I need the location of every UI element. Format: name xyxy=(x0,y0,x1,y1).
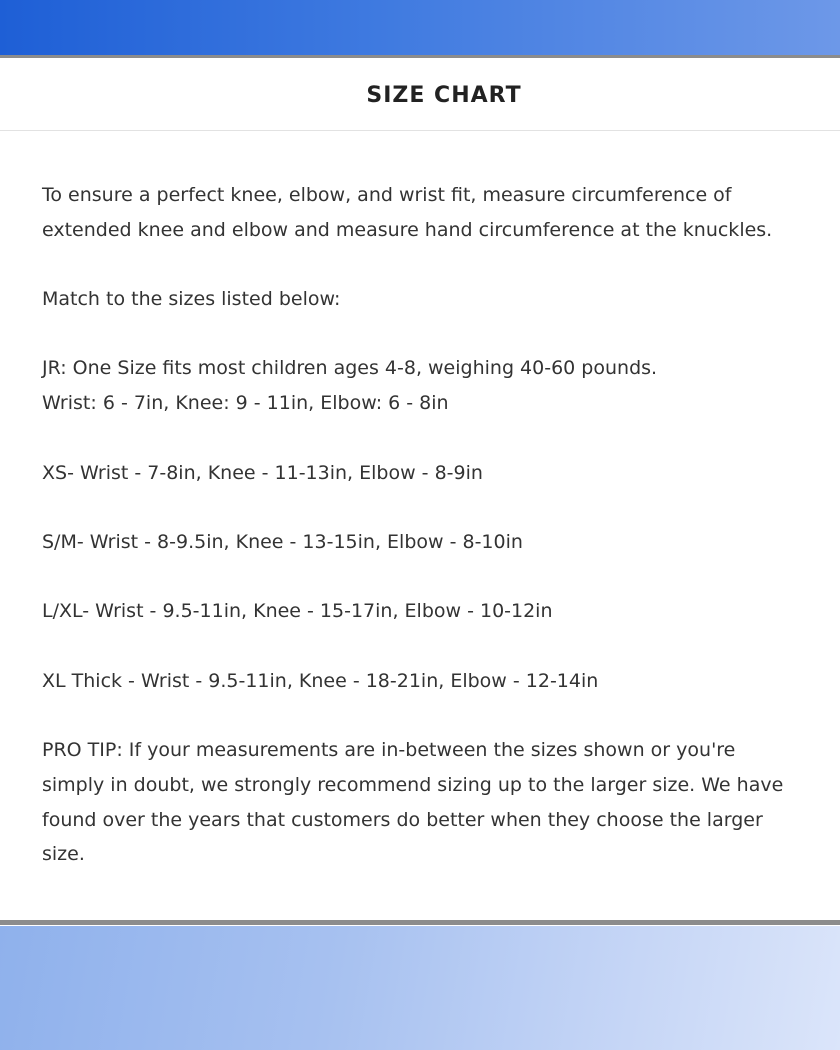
intro-line: extended knee and elbow and measure hand circumference at the knuckles. xyxy=(42,218,773,241)
size-jr-line: JR: One Size fits most children ages 4-8, weighing 40-60 pounds. xyxy=(42,357,658,380)
size-xl-thick-line: XL Thick - Wrist - 9.5-11in, Knee - 18-21in, Elbow - 12-14in xyxy=(42,669,599,692)
pro-tip-line: simply in doubt, we strongly recommend sizing up to the larger size. We have xyxy=(42,773,784,796)
pro-tip-paragraph xyxy=(42,733,826,872)
pro-tip-line: found over the years that customers do better when they choose the larger xyxy=(42,808,763,831)
match-text: Match to the sizes listed below: xyxy=(42,288,341,311)
size-lxl xyxy=(42,594,826,629)
background-top xyxy=(0,0,840,56)
pro-tip-line: size. xyxy=(42,843,85,866)
modal-header xyxy=(0,58,840,131)
intro-paragraph xyxy=(42,178,826,247)
size-lxl-line: L/XL- Wrist - 9.5-11in, Knee - 15-17in, Elbow - 10-12in xyxy=(42,600,553,623)
modal-body xyxy=(42,178,826,907)
size-sm-line: S/M- Wrist - 8-9.5in, Knee - 13-15in, Elbow - 8-10in xyxy=(42,530,523,553)
match-paragraph xyxy=(42,282,826,317)
background-bottom xyxy=(0,926,840,1050)
size-jr xyxy=(42,351,826,420)
modal-title: SIZE CHART xyxy=(366,82,522,108)
size-xs xyxy=(42,456,826,491)
intro-line: To ensure a perfect knee, elbow, and wrist fit, measure circumference of xyxy=(42,184,732,206)
size-sm xyxy=(42,525,826,560)
size-chart-modal xyxy=(0,55,840,925)
pro-tip-line: PRO TIP: If your measurements are in-between the sizes shown or you're xyxy=(42,739,736,762)
size-jr-line: Wrist: 6 - 7in, Knee: 9 - 11in, Elbow: 6 - 8in xyxy=(42,392,449,415)
size-xs-line: XS- Wrist - 7-8in, Knee - 11-13in, Elbow - 8-9in xyxy=(42,461,483,484)
size-xl-thick xyxy=(42,664,826,699)
